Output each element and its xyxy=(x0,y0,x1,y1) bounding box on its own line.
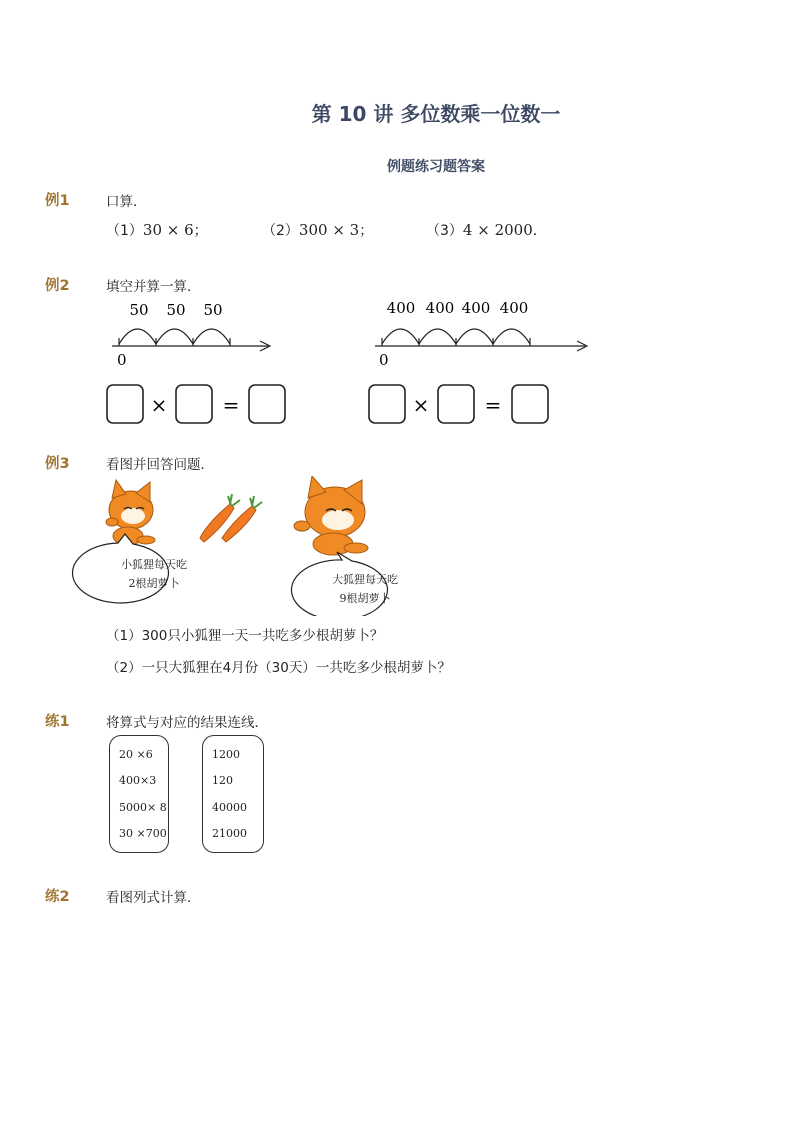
left-answer-box-2[interactable] xyxy=(176,385,212,423)
small-fox-bubble-line-2: 2根胡萝卜 xyxy=(128,577,180,590)
expression-item-2[interactable]: 400×3 xyxy=(119,774,157,787)
small-fox-bubble-line-1: 小狐狸每天吃 xyxy=(121,558,187,571)
ex3-question-2: （2）一只大狐狸在4月份（30天）一共吃多少根胡萝卜？ xyxy=(106,660,451,676)
pr1-prompt: 将算式与对应的结果连线． xyxy=(106,715,268,731)
pr1-label: 练1 xyxy=(45,714,70,730)
left-jump-label-1: 50 xyxy=(129,301,149,319)
ex1-item-3-num: （3） xyxy=(426,223,463,239)
big-fox-icon xyxy=(294,476,368,555)
left-jump-arc-3 xyxy=(193,329,230,344)
left-answer-box-3[interactable] xyxy=(249,385,285,423)
left-zero-label: 0 xyxy=(117,351,127,369)
expression-item-4[interactable]: 30 ×700 xyxy=(119,827,167,840)
right-number-line xyxy=(375,329,587,351)
right-jump-label-3: 400 xyxy=(461,299,491,317)
ex1-item-1 xyxy=(106,220,208,240)
ex3-prompt: 看图并回答问题． xyxy=(106,457,214,473)
small-fox-icon xyxy=(106,480,155,545)
ex1-item-2-num: （2） xyxy=(262,223,299,239)
right-jump-arc-4 xyxy=(493,329,530,344)
right-jump-label-2: 400 xyxy=(425,299,455,317)
left-answer-box-1[interactable] xyxy=(107,385,143,423)
ex1-item-2 xyxy=(262,220,373,240)
left-equals-symbol: = xyxy=(222,393,240,417)
left-jump-arc-2 xyxy=(156,329,193,344)
result-item-1[interactable]: 1200 xyxy=(212,748,240,761)
expressions-box xyxy=(109,735,169,853)
pr2-prompt: 看图列式计算． xyxy=(106,890,201,906)
big-fox-bubble-line-2: 9根胡萝卜 xyxy=(339,592,391,605)
ex1-prompt: 口算． xyxy=(106,194,147,210)
right-zero-label: 0 xyxy=(379,351,389,369)
ex1-item-1-num: （1） xyxy=(106,223,143,239)
ex1-label: 例1 xyxy=(45,193,70,209)
pr2-label: 练2 xyxy=(45,889,70,905)
big-fox-bubble-text xyxy=(315,570,415,608)
page-title: 第 10 讲 多位数乘一位数一 xyxy=(311,102,561,126)
ex2-figure xyxy=(0,290,800,430)
right-times-symbol: × xyxy=(412,393,430,417)
right-answer-box-1[interactable] xyxy=(369,385,405,423)
ex1-item-2-expr: 300 × 3 xyxy=(298,221,360,239)
ex3-question-1: （1）300只小狐狸一天一共吃多少根胡萝卜？ xyxy=(106,628,384,644)
ex1-item-1-end: ； xyxy=(193,223,208,239)
right-equals-symbol: = xyxy=(484,393,502,417)
ex2-prompt: 填空并算一算． xyxy=(106,279,201,295)
left-jump-label-2: 50 xyxy=(166,301,186,319)
left-jump-label-3: 50 xyxy=(203,301,223,319)
ex1-item-3 xyxy=(426,220,547,240)
right-answer-box-2[interactable] xyxy=(438,385,474,423)
left-jump-arc-1 xyxy=(119,329,156,344)
results-box xyxy=(202,735,264,853)
expression-item-3[interactable]: 5000× 8 xyxy=(119,801,167,814)
ex2-label: 例2 xyxy=(45,278,70,294)
expression-item-1[interactable]: 20 ×6 xyxy=(119,748,153,761)
ex1-item-3-expr: 4 × 2000 xyxy=(462,221,533,239)
right-jump-arc-3 xyxy=(456,329,493,344)
carrot-icon-2 xyxy=(222,496,262,542)
ex1-item-2-end: ； xyxy=(359,223,374,239)
ex1-item-3-end: ． xyxy=(532,223,547,239)
right-answer-box-3[interactable] xyxy=(512,385,548,423)
right-jump-arc-1 xyxy=(382,329,419,344)
right-jump-label-1: 400 xyxy=(386,299,416,317)
result-item-3[interactable]: 40000 xyxy=(212,801,247,814)
big-fox-bubble-line-1: 大狐狸每天吃 xyxy=(332,573,398,586)
ex3-label: 例3 xyxy=(45,456,70,472)
left-times-symbol: × xyxy=(150,393,168,417)
ex1-item-1-expr: 30 × 6 xyxy=(142,221,194,239)
right-jump-arc-2 xyxy=(419,329,456,344)
left-number-line xyxy=(112,329,270,351)
small-fox-bubble-text xyxy=(104,555,204,593)
right-jump-label-4: 400 xyxy=(499,299,529,317)
result-item-4[interactable]: 21000 xyxy=(212,827,247,840)
result-item-2[interactable]: 120 xyxy=(212,774,233,787)
page-subtitle: 例题练习题答案 xyxy=(387,159,485,175)
